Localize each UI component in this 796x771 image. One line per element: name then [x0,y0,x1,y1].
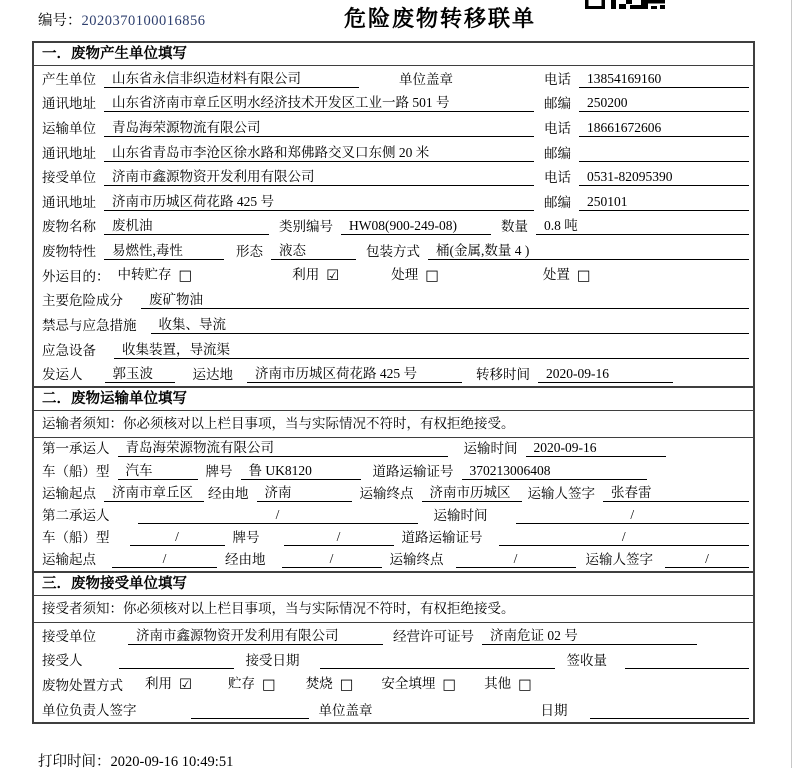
field-label: 经营许可证号 [393,628,474,644]
field-label: 废物名称 [42,219,96,235]
qr-code-fragment-icon [585,0,665,9]
field-label: 单位负责人签字 [42,702,137,718]
checkbox-option [391,266,439,285]
form-row [34,623,753,648]
field-label: 形态 [236,244,263,260]
checkbox-checked-icon: ☑ [179,676,192,693]
form-row [34,91,753,116]
field-value [320,652,555,669]
field-label: 邮编 [544,96,571,112]
checkbox-option [484,675,532,694]
field-label: 通讯地址 [42,96,96,112]
field-value: 青岛海荣源物流有限公司 [118,439,448,457]
field-label: 运输终点 [389,552,444,568]
field-label: 经由地 [225,552,266,568]
field-value: 18661672606 [579,119,749,137]
checkbox-label: 处理 [391,266,419,282]
page-title: 危险废物转移联单 [343,6,536,31]
field-label: 单位盖章 [399,71,453,87]
print-time-label: 打印时间： [38,754,111,770]
field-value: 济南市鑫源物资开发利用有限公司 [104,168,534,186]
checkbox-option [292,266,339,285]
field-label: 产生单位 [42,71,96,87]
field-value: 废矿物油 [141,291,749,309]
field-label: 类别编号 [279,219,333,235]
field-label: 运输单位 [42,120,96,136]
field-value: / [456,550,576,568]
field-label: 通讯地址 [42,194,96,210]
form-row [34,263,753,288]
form-row [34,312,753,337]
field-value: HW08(900-249-08) [341,217,491,235]
field-label: 转移时间 [476,367,530,383]
form-row [34,362,753,387]
page-edge-line [791,0,792,768]
field-label: 废物处置方式 [42,677,123,693]
checkbox-label: 中转贮存 [117,266,172,282]
field-value: / [138,506,418,524]
form-row [34,189,753,214]
field-label: 禁忌与应急措施 [42,318,137,334]
field-value: 济南市历城区荷花路 425 号 [104,193,534,211]
field-value: 13854169160 [579,70,749,88]
field-value: 山东省永信非织造材料有限公司 [104,70,359,88]
field-label: 应急设备 [42,342,96,358]
field-value: / [112,550,217,568]
form-row [34,214,753,239]
field-label: 运输人签字 [585,552,653,568]
field-label: 运输人签字 [527,485,595,501]
field-value: 济南市历城区荷花路 425 号 [247,365,462,383]
field-label: 道路运输证号 [401,530,483,546]
field-value: 济南市章丘区 [104,484,204,502]
field-value: 山东省济南市章丘区明水经济技术开发区工业一路 501 号 [104,94,534,112]
field-value: 济南危证 02 号 [482,627,697,645]
document-header [0,0,796,40]
form-row [34,549,753,571]
field-value: 易燃性,毒性 [104,242,224,260]
checkbox-option [118,266,193,285]
checkbox-unchecked-icon: □ [178,267,193,284]
field-label: 电话 [544,170,571,186]
field-label: 废物特性 [42,244,96,260]
field-label: 日期 [540,702,568,718]
form-row [34,115,753,140]
field-value: / [284,528,394,546]
checkbox-label: 焚烧 [305,675,333,691]
form-row [34,697,753,722]
checkbox-label: 利用 [292,266,320,282]
field-value: / [516,506,750,524]
field-label: 外运目的： [42,268,110,284]
checkbox-label: 安全填埋 [381,675,436,691]
field-label: 第二承运人 [42,507,110,523]
field-value: 液态 [271,242,356,260]
field-label: 电话 [544,71,571,87]
form-row [34,505,753,527]
field-value: / [665,550,749,568]
checkbox-unchecked-icon: □ [442,676,457,693]
section-heading: 二．废物运输单位填写 [34,388,753,411]
field-label: 运输终点 [359,485,414,501]
field-value [625,652,749,669]
section-receiver [34,571,753,721]
checkbox-label: 贮存 [228,675,255,691]
field-value: 济南 [257,484,352,502]
field-label: 邮编 [544,194,571,210]
field-value: 山东省青岛市李沧区徐水路和郑佛路交叉口东侧 20 米 [104,144,534,162]
field-value [119,652,234,669]
checkbox-label: 其他 [484,675,512,691]
field-label: 邮编 [544,145,571,161]
field-value: 济南市历城区 [422,484,522,502]
field-label: 通讯地址 [42,145,96,161]
field-value: 鲁 UK8120 [241,462,361,480]
field-value: 2020-09-16 [538,365,673,383]
section-transporter [34,386,753,571]
form-row [34,438,753,460]
checkbox-unchecked-icon: □ [518,676,532,693]
field-value [579,145,749,162]
field-label: 运达地 [192,367,233,383]
checkbox-option [145,675,192,694]
field-label: 道路运输证号 [372,463,454,479]
section-producer [34,43,753,386]
checkbox-checked-icon: ☑ [326,267,340,284]
field-label: 车（船）型 [42,463,110,479]
field-label: 接受日期 [245,653,300,669]
form-row [34,238,753,263]
field-value: / [130,528,225,546]
field-label: 牌号 [232,530,260,546]
field-label: 运输起点 [42,552,96,568]
checkbox-unchecked-icon: □ [425,267,439,284]
form-row [34,527,753,549]
checkbox-unchecked-icon: □ [262,676,276,693]
form-row [34,288,753,313]
field-value: 2020-09-16 [526,439,666,457]
field-label: 接受人 [42,653,83,669]
field-value: 郭玉波 [105,365,175,383]
field-value: 250101 [579,193,749,211]
field-label: 运输时间 [433,507,488,523]
form-row [34,460,753,482]
form-row [34,648,753,673]
field-label: 签收量 [566,653,607,669]
field-label: 数量 [501,219,528,235]
checkbox-option [381,675,456,694]
checkbox-label: 处置 [542,266,570,282]
section-heading: 三．废物接受单位填写 [34,573,753,596]
form-row [34,66,753,91]
field-value: 济南市鑫源物资开发利用有限公司 [128,627,383,645]
field-value: 桶(金属,数量 4 ) [428,242,749,260]
field-label: 运输时间 [463,441,518,457]
field-value: 汽车 [118,462,198,480]
field-label: 发运人 [42,367,83,383]
field-value: 收集、导流 [151,316,750,334]
form-row [34,672,753,697]
serial-label: 编号： [38,13,82,29]
field-value: 张春雷 [603,484,749,502]
field-label: 单位盖章 [318,702,373,718]
form-row [34,165,753,190]
serial-number: 2020370100016856 [81,13,206,29]
notice-text: 运输者须知：你必须核对以上栏目事项，当与实际情况不符时，有权拒绝接受。 [34,411,753,438]
form-row [34,140,753,165]
field-value: 废机油 [104,217,269,235]
form-row [34,337,753,362]
checkbox-option [543,266,591,285]
print-time-value: 2020-09-16 10:49:51 [110,754,234,770]
field-value: 青岛海荣源物流有限公司 [104,119,534,137]
field-value: 0531-82095390 [579,168,749,186]
field-value: / [499,528,750,546]
field-value [191,702,309,719]
field-label: 经由地 [208,485,249,501]
field-value: 250200 [579,94,749,112]
form-table [32,41,755,724]
field-value: / [282,550,382,568]
field-value [590,702,750,719]
form-row [34,483,753,505]
checkbox-option [228,675,276,694]
checkbox-unchecked-icon: □ [339,676,354,693]
field-value: 收集装置，导流渠 [114,341,749,359]
field-label: 接受单位 [42,628,96,644]
field-label: 牌号 [205,463,233,479]
field-label: 包装方式 [366,244,420,260]
checkbox-unchecked-icon: □ [576,267,591,284]
section-heading: 一．废物产生单位填写 [34,43,753,66]
notice-text: 接受者须知：你必须核对以上栏目事项，当与实际情况不符时，有权拒绝接受。 [34,596,753,623]
field-label: 接受单位 [42,170,96,186]
field-label: 第一承运人 [42,441,110,457]
field-label: 运输起点 [42,485,96,501]
field-label: 主要危险成分 [42,293,123,309]
checkbox-label: 利用 [145,675,172,691]
field-label: 车（船）型 [42,530,110,546]
field-value: 0.8 吨 [536,217,749,235]
checkbox-option [306,675,354,694]
field-label: 电话 [544,120,571,136]
field-value: 370213006408 [462,462,647,480]
